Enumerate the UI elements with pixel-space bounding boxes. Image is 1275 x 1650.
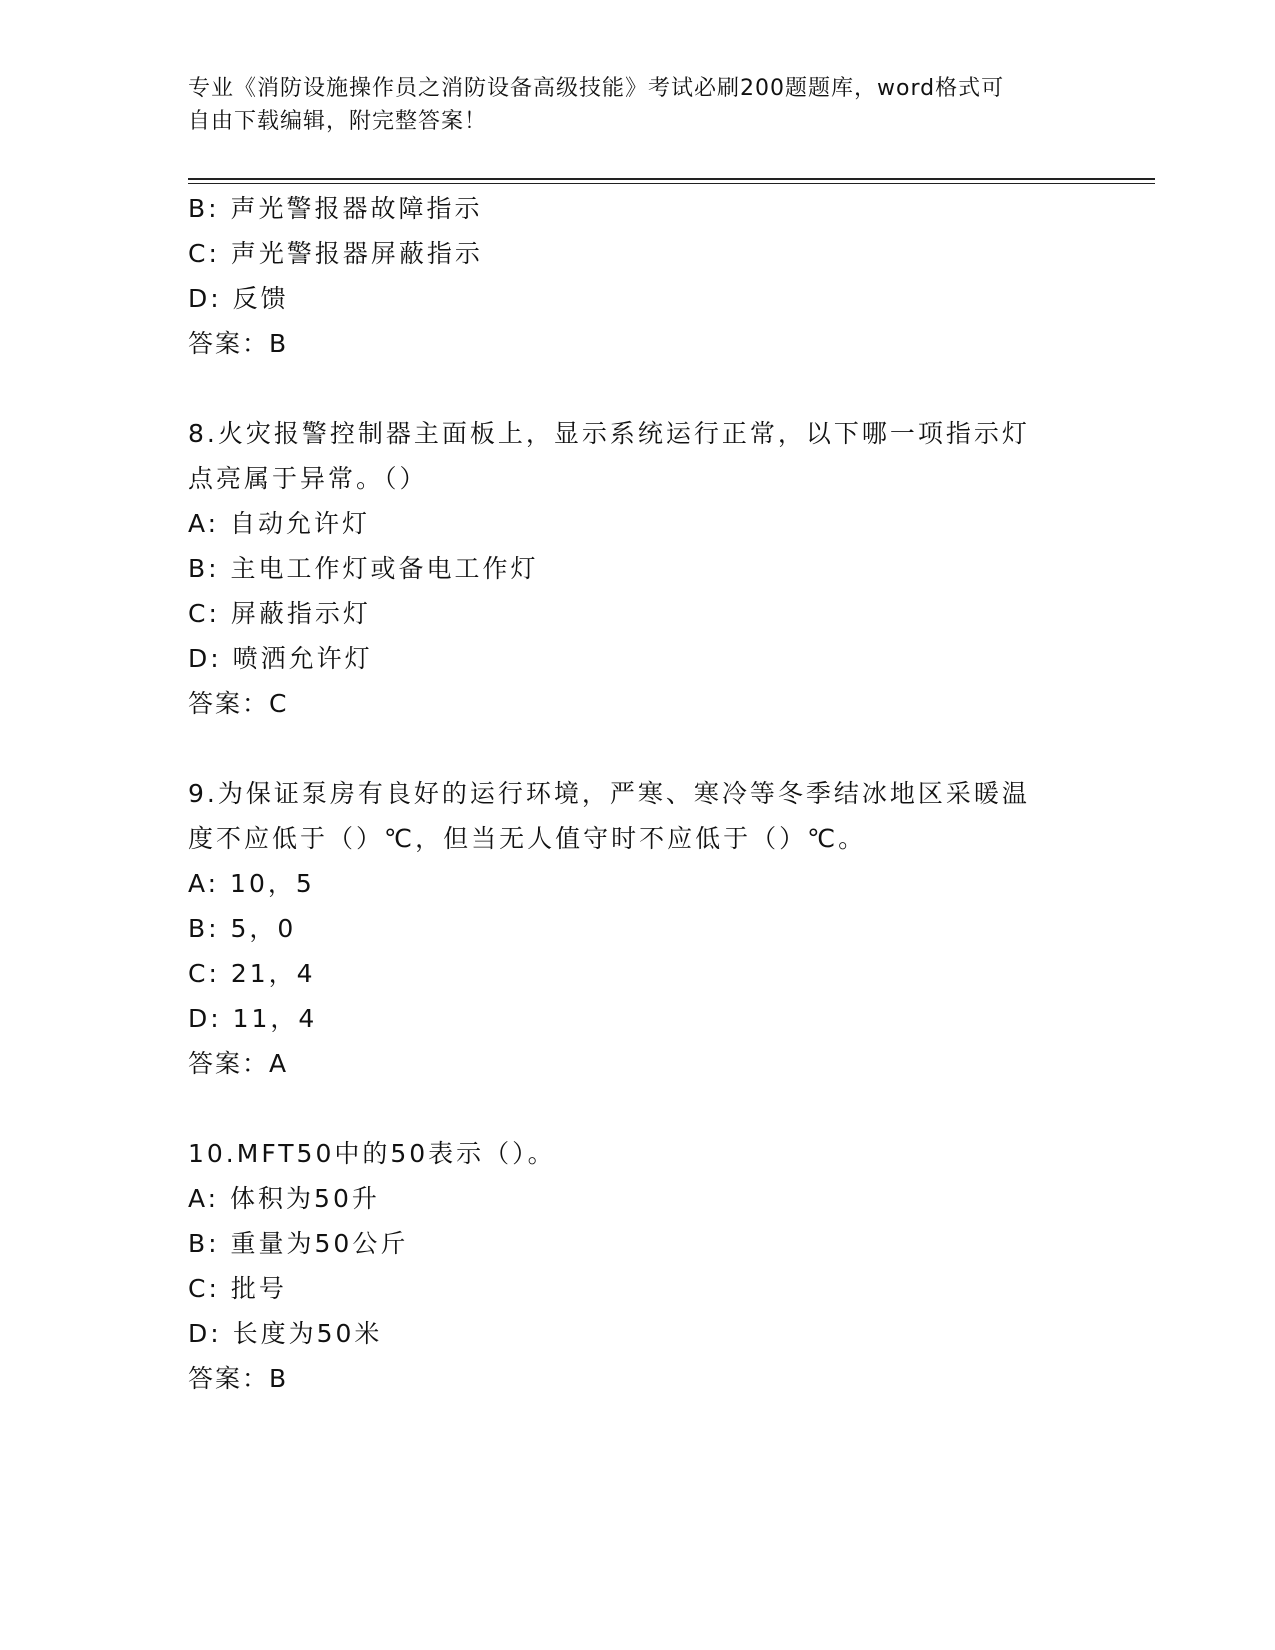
q10-option-c: C: 批号 [188,1274,287,1303]
q9-option-d: D: 11，4 [188,1004,318,1033]
header-line-2: 自由下载编辑，附完整答案！ [188,109,488,134]
document-header [188,72,1088,138]
q9-option-a: A: 10，5 [188,869,315,898]
header-line-1: 专业《消防设施操作员之消防设备高级技能》考试必刷200题题库，word格式可 [188,76,1005,101]
q8-option-d: D: 喷洒允许灯 [188,644,373,673]
q8-stem-line-2: 点亮属于异常。（） [188,464,428,493]
q10-option-a: A: 体积为50升 [188,1184,380,1213]
q9-answer: 答案：A [188,1049,289,1078]
q8-option-b: B: 主电工作灯或备电工作灯 [188,554,539,583]
q9-stem-line-2: 度不应低于（）℃，但当无人值守时不应低于（）℃。 [188,824,867,853]
q7-option-c: C: 声光警报器屏蔽指示 [188,239,483,268]
q10-stem-line-1: 10.MFT50中的50表示（）。 [188,1139,556,1168]
q8-stem-line-1: 8.火灾报警控制器主面板上，显示系统运行正常，以下哪一项指示灯 [188,419,1030,448]
q7-option-d: D: 反馈 [188,284,289,313]
q8-option-c: C: 屏蔽指示灯 [188,599,371,628]
q10-answer: 答案：B [188,1364,289,1393]
q8-option-a: A: 自动允许灯 [188,509,371,538]
q9-stem-line-1: 9.为保证泵房有良好的运行环境，严寒、寒冷等冬季结冰地区采暖温 [188,779,1030,808]
q8-answer: 答案：C [188,689,289,718]
q7-option-b: B: 声光警报器故障指示 [188,194,483,223]
q9-option-b: B: 5，0 [188,914,297,943]
q10-option-d: D: 长度为50米 [188,1319,383,1348]
q7-answer: 答案：B [188,329,289,358]
header-divider-thick [188,178,1155,180]
q10-option-b: B: 重量为50公斤 [188,1229,409,1258]
header-divider-thin [188,183,1155,184]
q9-option-c: C: 21，4 [188,959,316,988]
